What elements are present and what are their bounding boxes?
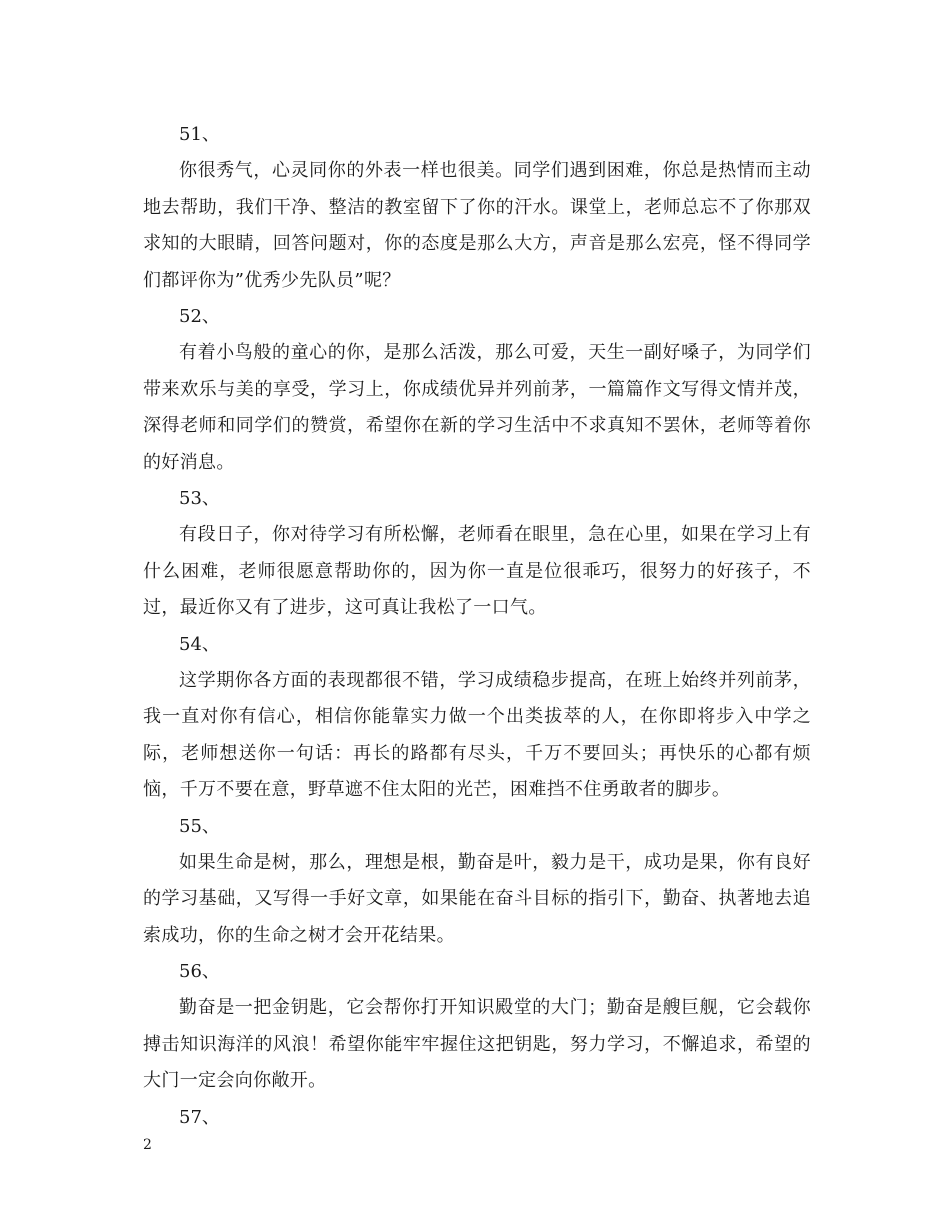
entry-text: 勤奋是一把金钥匙，它会帮你打开知识殿堂的大门；勤奋是艘巨舰，它会载你搏击知识海洋的风浪！希望你能牢牢握住这把钥匙，努力学习，不懈追求，希望的大门一定会向你敞开。 bbox=[143, 997, 811, 1091]
entry-number: 54、 bbox=[179, 633, 220, 655]
entry-55 bbox=[143, 809, 811, 955]
entry-number: 53、 bbox=[179, 488, 220, 509]
entry-52 bbox=[143, 299, 811, 481]
entry-text: 这学期你各方面的表现都很不错，学习成绩稳步提高，在班上始终并列前茅，我一直对你有信心，相信你能靠实力做一个出类拔萃的人，在你即将步入中学之际，老师想送你一句话：再长的路都有尽头，千万不要回头；再快乐的心都有烦恼，千万不要在意，野草遮不住太阳的光芒，困难挡不住勇敢者的脚步。 bbox=[143, 669, 811, 800]
entry-number: 51、 bbox=[179, 124, 220, 145]
entry-56 bbox=[143, 954, 811, 1100]
entry-text: 有段日子，你对待学习有所松懈，老师看在眼里，急在心里，如果在学习上有什么困难，老师很愿意帮助你的，因为你一直是位很乖巧，很努力的好孩子，不过，最近你又有了进步，这可真让我松了一口气。 bbox=[143, 524, 811, 618]
entry-number: 52、 bbox=[179, 306, 220, 327]
entry-51 bbox=[143, 117, 811, 299]
entry-text: 如果生命是树，那么，理想是根，勤奋是叶，毅力是干，成功是果，你有良好的学习基础，又写得一手好文章，如果能在奋斗目标的指引下，勤奋、执著地去追索成功，你的生命之树才会开花结果。 bbox=[143, 851, 811, 946]
entry-number: 56、 bbox=[179, 961, 220, 982]
entry-text: 有着小鸟般的童心的你，是那么活泼，那么可爱，天生一副好嗓子，为同学们带来欢乐与美的享受，学习上，你成绩优异并列前茅，一篇篇作文写得文情并茂，深得老师和同学们的赞赏，希望你在新的学习生活中不求真知不罢休，老师等着你的好消息。 bbox=[143, 342, 811, 473]
entry-text: 你很秀气，心灵同你的外表一样也很美。同学们遇到困难，你总是热情而主动地去帮助，我们干净、整洁的教室留下了你的汗水。课堂上，老师总忘不了你那双求知的大眼睛，回答问题对，你的态度是那么大方，声音是那么宏亮，怪不得同学们都评你为”优秀少先队员”呢？ bbox=[143, 160, 811, 291]
page-number: 2 bbox=[143, 1137, 152, 1153]
page-content bbox=[143, 117, 811, 1136]
entry-number: 55、 bbox=[179, 815, 220, 837]
entry-number: 57、 bbox=[179, 1106, 220, 1128]
entry-54 bbox=[143, 627, 811, 809]
entry-53 bbox=[143, 481, 811, 627]
entry-57 bbox=[143, 1100, 811, 1136]
